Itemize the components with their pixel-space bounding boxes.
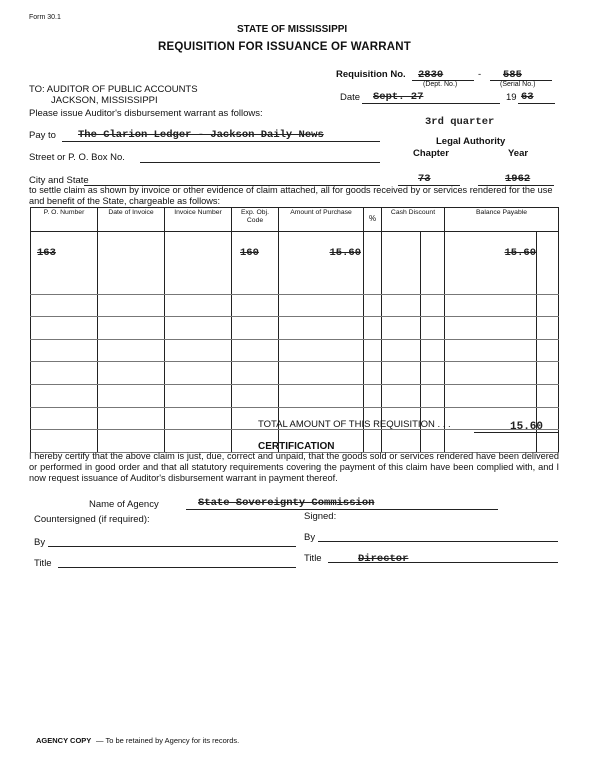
year-prefix: 19 xyxy=(506,92,517,103)
agency-name-label: Name of Agency xyxy=(89,499,159,510)
to-line-2: JACKSON, MISSISSIPPI xyxy=(51,95,158,106)
requisition-label: Requisition No. xyxy=(336,69,406,80)
row-po-number[interactable]: 163 xyxy=(37,246,56,259)
date-value[interactable]: Sept. 27 xyxy=(373,91,424,103)
row-exp-code[interactable]: 160 xyxy=(240,246,259,259)
table-row xyxy=(31,362,559,385)
by-label-right: By xyxy=(304,532,316,543)
to-line-1: TO: AUDITOR OF PUBLIC ACCOUNTS xyxy=(29,84,198,95)
dept-no-caption: (Dept. No.) xyxy=(423,81,458,88)
total-label: TOTAL AMOUNT OF THIS REQUISITION . . . xyxy=(258,419,451,430)
col-cash-discount: Cash Discount xyxy=(382,208,445,232)
dept-number[interactable]: 2830 xyxy=(418,69,444,81)
year-label: Year xyxy=(508,148,529,159)
pay-to-value[interactable]: The Clarion Ledger - Jackson Daily News xyxy=(78,129,324,141)
instruction-text: Please issue Auditor's disbursement warrant as follows: xyxy=(29,108,263,119)
table-row xyxy=(31,317,559,340)
quarter-note: 3rd quarter xyxy=(425,116,495,128)
col-percent: % xyxy=(364,208,382,232)
table-row xyxy=(31,384,559,407)
total-value[interactable]: 15.60 xyxy=(510,421,544,433)
page-title: REQUISITION FOR ISSUANCE OF WARRANT xyxy=(158,41,411,53)
date-label: Date xyxy=(340,92,361,103)
agency-name-value[interactable]: State Sovereignty Commission xyxy=(198,497,375,509)
col-date-of-invoice: Date of Invoice xyxy=(98,208,165,232)
chapter-value[interactable]: 73 xyxy=(418,173,431,185)
col-po-number: P. O. Number xyxy=(31,208,98,232)
table-row xyxy=(31,339,559,362)
by-label-left: By xyxy=(34,537,46,548)
title-line-left[interactable] xyxy=(58,567,296,568)
legal-year-value[interactable]: 1962 xyxy=(505,173,531,185)
table-row xyxy=(31,232,559,273)
pay-to-label: Pay to xyxy=(29,130,56,141)
legal-authority-label: Legal Authority xyxy=(436,136,506,147)
agency-copy-note: — To be retained by Agency for its records. xyxy=(96,736,240,745)
certification-heading: CERTIFICATION xyxy=(258,441,335,452)
form-number: Form 30.1 xyxy=(29,14,61,21)
signed-label: Signed: xyxy=(304,511,337,522)
title-value[interactable]: Director xyxy=(358,553,409,565)
by-line-right[interactable] xyxy=(318,541,558,542)
serial-number[interactable]: 585 xyxy=(503,69,522,81)
settle-claim-text: to settle claim as shown by invoice or other evidence of claim attached, all for goods received by or services rendered for the use and benefit of the State, chargeable as follows: xyxy=(29,185,553,206)
chapter-label: Chapter xyxy=(413,148,449,159)
serial-no-caption: (Serial No.) xyxy=(500,81,536,88)
agency-copy-label: AGENCY COPY xyxy=(36,736,92,745)
city-label: City and State xyxy=(29,175,89,186)
certification-text: I hereby certify that the above claim is just, due, correct and unpaid, that the goods sold or services rendered have been delivered or performed in good order and that all statutory requirements covering the payment of this claim have been complied with, and I now request issuance of Auditor's disbursement warrant in payment thereof. xyxy=(29,451,559,483)
title-label-right: Title xyxy=(304,553,322,564)
row-amount[interactable]: 15.60 xyxy=(329,246,361,259)
col-invoice-number: Invoice Number xyxy=(165,208,232,232)
countersigned-label: Countersigned (if required): xyxy=(34,514,150,525)
table-row xyxy=(31,294,559,317)
state-title: STATE OF MISSISSIPPI xyxy=(237,24,348,35)
col-amount-of-purchase: Amount of Purchase xyxy=(279,208,364,232)
year-value[interactable]: 63 xyxy=(521,91,534,103)
col-exp-obj-code: Exp. Obj. Code xyxy=(232,208,279,232)
street-label: Street or P. O. Box No. xyxy=(29,152,125,163)
col-balance-payable: Balance Payable xyxy=(445,208,559,232)
table-row xyxy=(31,272,559,294)
by-line-left[interactable] xyxy=(48,546,296,547)
chargeable-table xyxy=(30,207,559,453)
title-label-left: Title xyxy=(34,558,52,569)
row-balance[interactable]: 15.60 xyxy=(504,246,537,259)
